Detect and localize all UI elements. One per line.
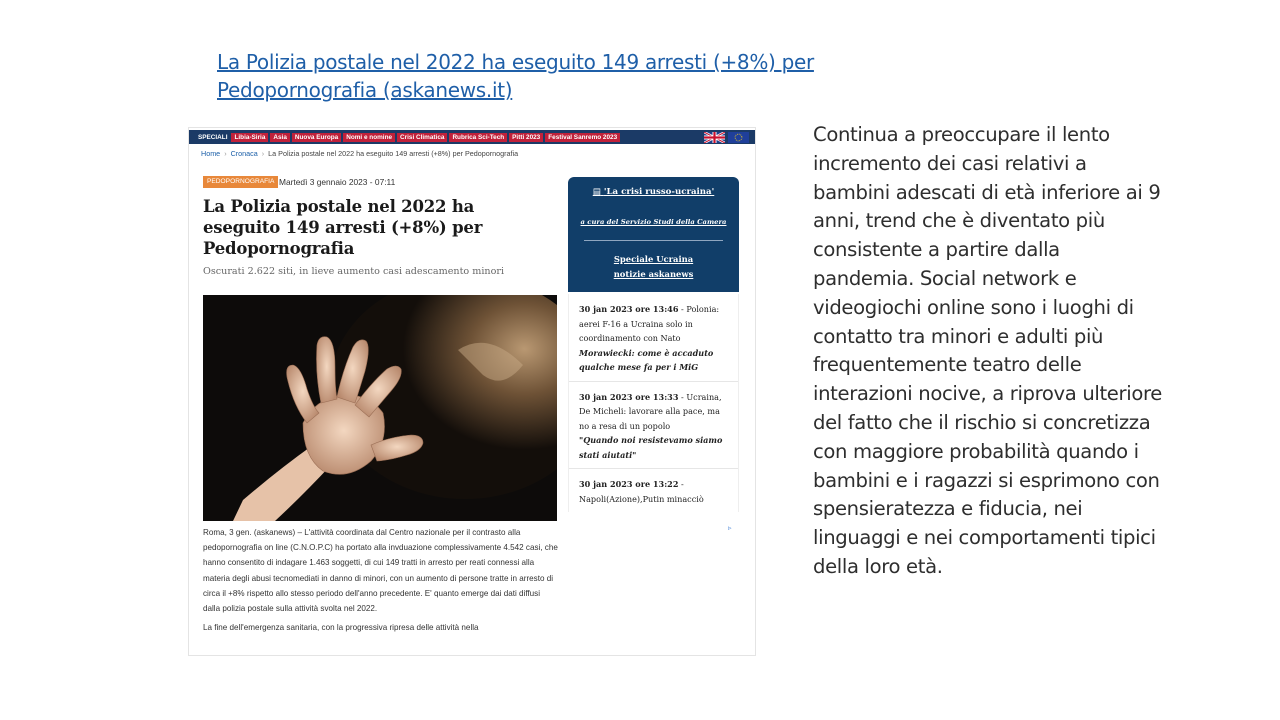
article-subhead: Oscurati 2.622 siti, in lieve aumento casi adescamento minori <box>203 266 505 277</box>
commentary-text: Continua a preoccupare il lento incremento dei casi relativi a bambini adescati di età inferiore ai 9 anni, trend che è diventato più consistente a partire dalla pandemia. Social network e videogiochi online sono i luoghi di contatto tra minori e adulti più frequentemente teatro delle interazioni nocive, a riprova ulteriore del fatto che il rischio si concretizza con maggiore probabilità quando i bambini e i ragazzi si esprimono con spensieratezza e fiducia, nei linguaggi e nei comportamenti tipici della loro età. <box>813 123 1162 578</box>
ad-choices-icon[interactable]: ▹ <box>728 524 732 532</box>
ukraine-crisis-box <box>568 177 739 292</box>
nav-item-nomi-e-nomine[interactable]: Nomi e nomine <box>343 133 395 142</box>
feed-item-quote: Morawiecki: come è accaduto qualche mese fa per i MiG <box>579 347 714 372</box>
document-icon: ▤ <box>592 187 601 197</box>
language-flags <box>704 132 749 143</box>
feed-item-time: 30 jan 2023 ore 13:22 <box>579 479 679 489</box>
nav-item-nuova-europa[interactable]: Nuova Europa <box>292 133 341 142</box>
news-feed[interactable] <box>568 294 739 512</box>
site-nav-bar <box>189 130 755 144</box>
article-link[interactable] <box>217 48 827 104</box>
nav-item-rubrica-sci-tech[interactable]: Rubrica Sci-Tech <box>449 133 507 142</box>
article-link-line2[interactable]: Pedopornografia (askanews.it) <box>217 78 513 102</box>
nav-item-pitti[interactable]: Pitti 2023 <box>509 133 543 142</box>
article-paragraph-2: La fine dell'emergenza sanitaria, con la progressiva ripresa delle attività nella <box>203 623 479 633</box>
feed-item-text: - Ucraina, De Micheli: lavorare alla pace, ma no a resa di un popolo <box>579 391 722 431</box>
nav-item-libia-siria[interactable]: Libia-Siria <box>231 133 268 142</box>
feed-item-time: 30 jan 2023 ore 13:33 <box>579 391 679 402</box>
feed-item-quote: "Quando noi resistevamo siamo stati aiutati" <box>579 435 723 460</box>
breadcrumb-separator-icon: › <box>261 149 265 158</box>
feed-item[interactable] <box>569 294 738 382</box>
nav-item-crisi-climatica[interactable]: Crisi Climatica <box>397 133 447 142</box>
category-tag[interactable]: PEDOPORNOGRAFIA <box>203 176 278 188</box>
breadcrumb-separator-icon: › <box>224 149 227 158</box>
feed-item[interactable] <box>569 382 738 470</box>
nav-item-festival-sanremo[interactable]: Festival Sanremo 2023 <box>545 133 620 142</box>
breadcrumb-home[interactable]: Home <box>201 149 221 158</box>
article-headline: La Polizia postale nel 2022 ha eseguito 149 arresti (+8%) per Pedopornografia <box>203 197 483 258</box>
nav-item-speciali[interactable]: SPECIALI <box>198 133 228 141</box>
feed-item-text: - Polonia: aerei F-16 a Ucraina solo in coordinamento con Nato <box>579 304 720 343</box>
eu-flag-icon[interactable] <box>728 132 749 143</box>
uk-flag-icon[interactable] <box>704 132 725 143</box>
speciale-ucraina-link[interactable]: Speciale Ucraina <box>613 254 694 264</box>
breadcrumb-current: La Polizia postale nel 2022 ha eseguito 149 arresti (+8%) per Pedopornografia <box>268 149 519 158</box>
breadcrumb <box>201 149 518 158</box>
article-body <box>203 525 559 639</box>
feed-item-text: - Napoli(Azione),Putin minacciò <box>579 479 704 504</box>
box-divider <box>584 240 723 241</box>
feed-item-time: 30 jan 2023 ore 13:46 <box>579 304 679 314</box>
feed-item[interactable] <box>569 469 738 512</box>
ukraine-crisis-title[interactable] <box>568 187 739 197</box>
breadcrumb-section[interactable]: Cronaca <box>230 149 258 158</box>
article-screenshot <box>189 128 755 655</box>
ukraine-crisis-title-text[interactable]: 'La crisi russo-ucraina' <box>603 187 715 197</box>
ukraine-crisis-subtitle[interactable]: a cura del Servizio Studi della Camera <box>580 218 727 226</box>
article-link-line1[interactable]: La Polizia postale nel 2022 ha eseguito 149 arresti (+8%) per <box>217 50 814 74</box>
article-paragraph-1: Roma, 3 gen. (askanews) – L'attività coordinata dal Centro nazionale per il contrasto alla pedopornografia on line (C.N.O.P.C) ha portato alla invduazione complessivamente 4.542 casi, che hanno consentito di indagare 1.463 soggetti, di cui 149 tratti in arresto per reati connessi alla materia degli abusi tecnomediati in danno di minori, con un aumento di persone tratte in arresto di circa il +8% rispetto allo stesso periodo dell'anno precedente. E' quanto emerge dai dati diffusi dalla polizia postale sulla attività svolta nel 2022. <box>203 528 558 614</box>
article-date: Martedì 3 gennaio 2023 - 07:11 <box>279 177 396 187</box>
article-photo <box>203 295 557 521</box>
nav-item-asia[interactable]: Asia <box>270 133 290 142</box>
notizie-askanews-link[interactable]: notizie askanews <box>613 269 694 279</box>
